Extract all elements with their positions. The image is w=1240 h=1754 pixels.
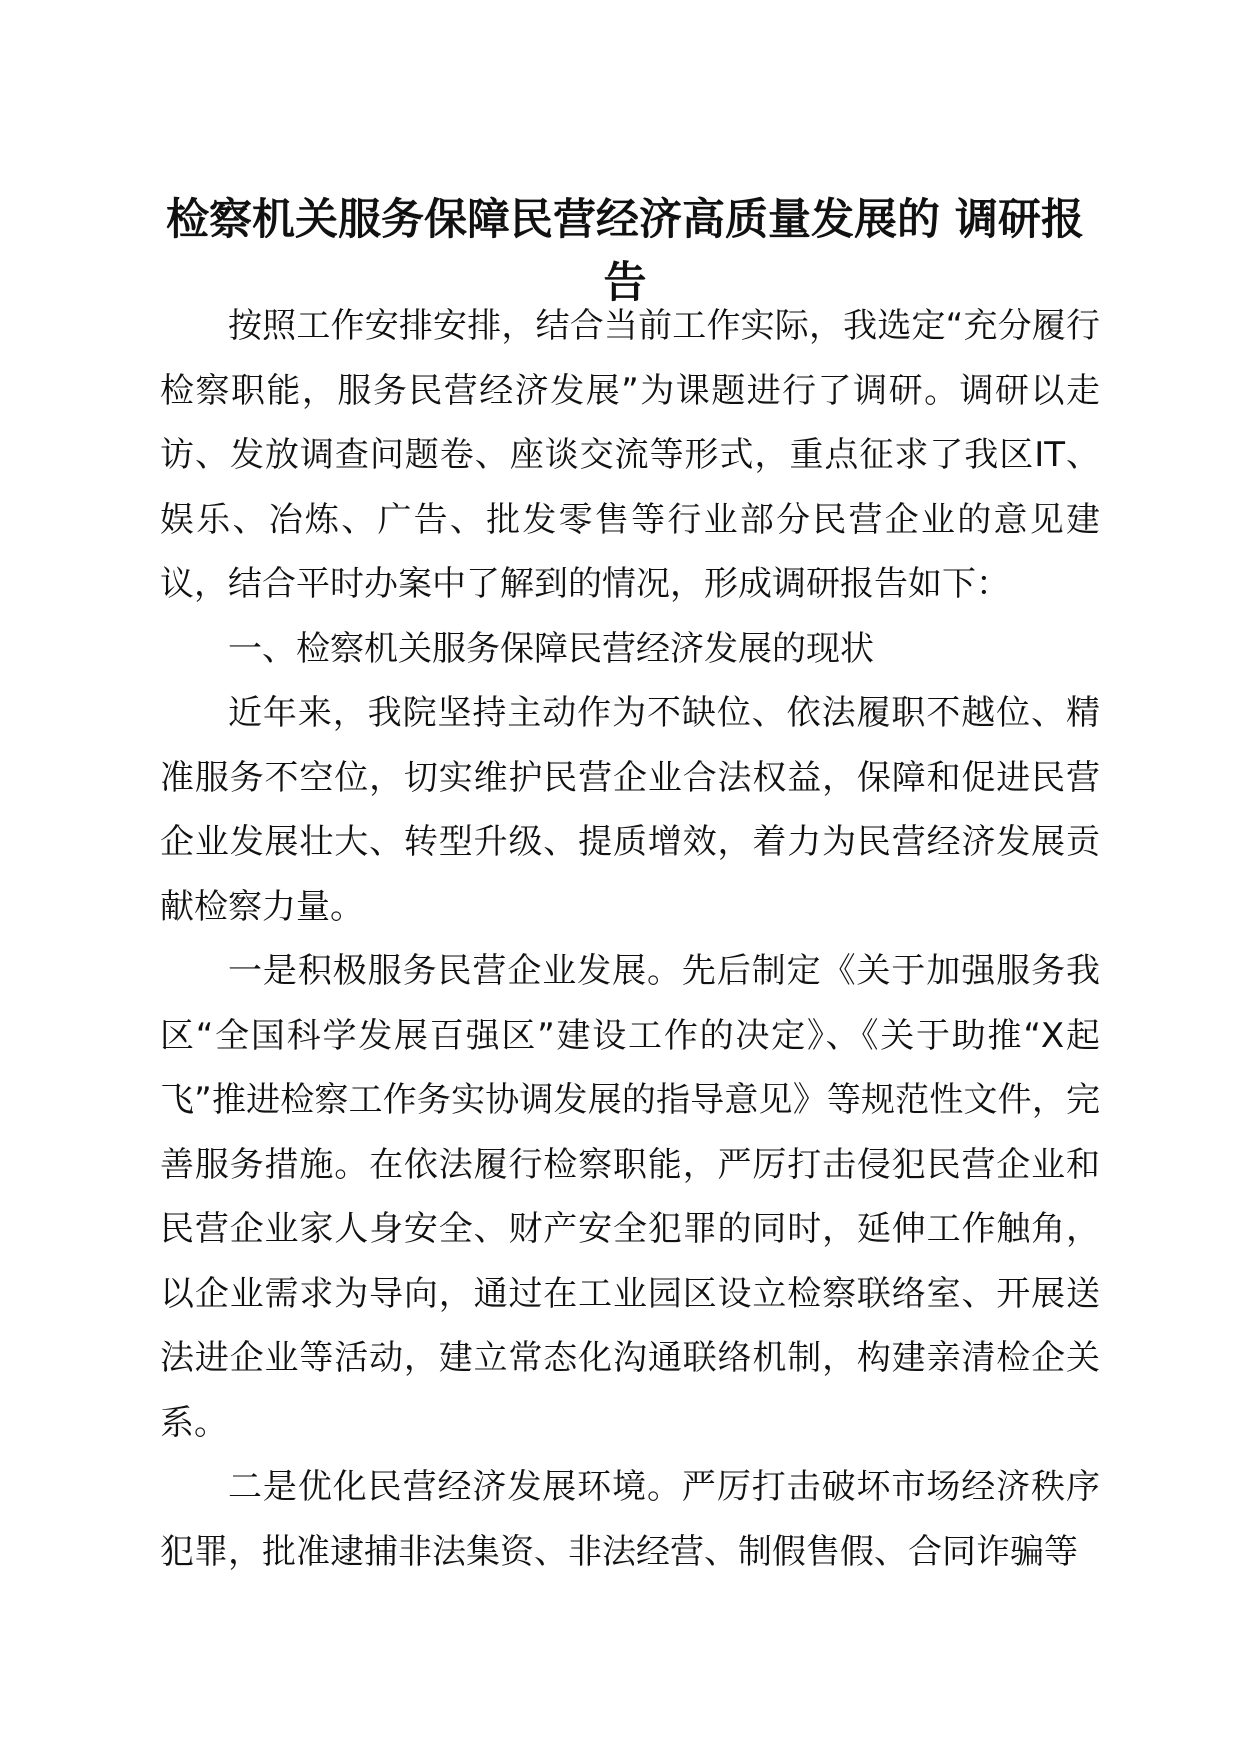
section-heading: 一、检察机关服务保障民营经济发展的现状 <box>228 628 874 669</box>
document-title: 检察机关服务保障民营经济高质量发展的 调研报告 <box>166 194 1084 308</box>
document-body <box>160 294 1100 1584</box>
intro-paragraph: 按照工作安排安排，结合当前工作实际，我选定“充分履行检察职能，服务民营经济发展”为课题进行了调研。调研以走访、发放调查问题卷、座谈交流等形式，重点征求了我区IT、娱乐、冶炼、广告、批发零售等行业部分民营企业的意见建议，结合平时办案中了解到的情况，形成调研报告如下： <box>160 306 1100 604</box>
body-paragraph: 近年来，我院坚持主动作为不缺位、依法履职不越位、精准服务不空位，切实维护民营企业合法权益，保障和促进民营企业发展壮大、转型升级、提质增效，着力为民营经济发展贡献检察力量。 <box>160 693 1100 927</box>
body-paragraph: 一是积极服务民营企业发展。先后制定《关于加强服务我区“全国科学发展百强区”建设工作的决定》、《关于助推“X起飞”推进检察工作务实协调发展的指导意见》等规范性文件，完善服务措施。在依法履行检察职能，严厉打击侵犯民营企业和民营企业家人身安全、财产安全犯罪的同时，延伸工作触角，以企业需求为导向，通过在工业园区设立检察联络室、开展送法进企业等活动，建立常态化沟通联络机制，构建亲清检企关系。 <box>160 951 1100 1443</box>
body-paragraph: 二是优化民营经济发展环境。严厉打击破坏市场经济秩序犯罪，批准逮捕非法集资、非法经营、制假售假、合同诈骗等 <box>160 1467 1100 1572</box>
